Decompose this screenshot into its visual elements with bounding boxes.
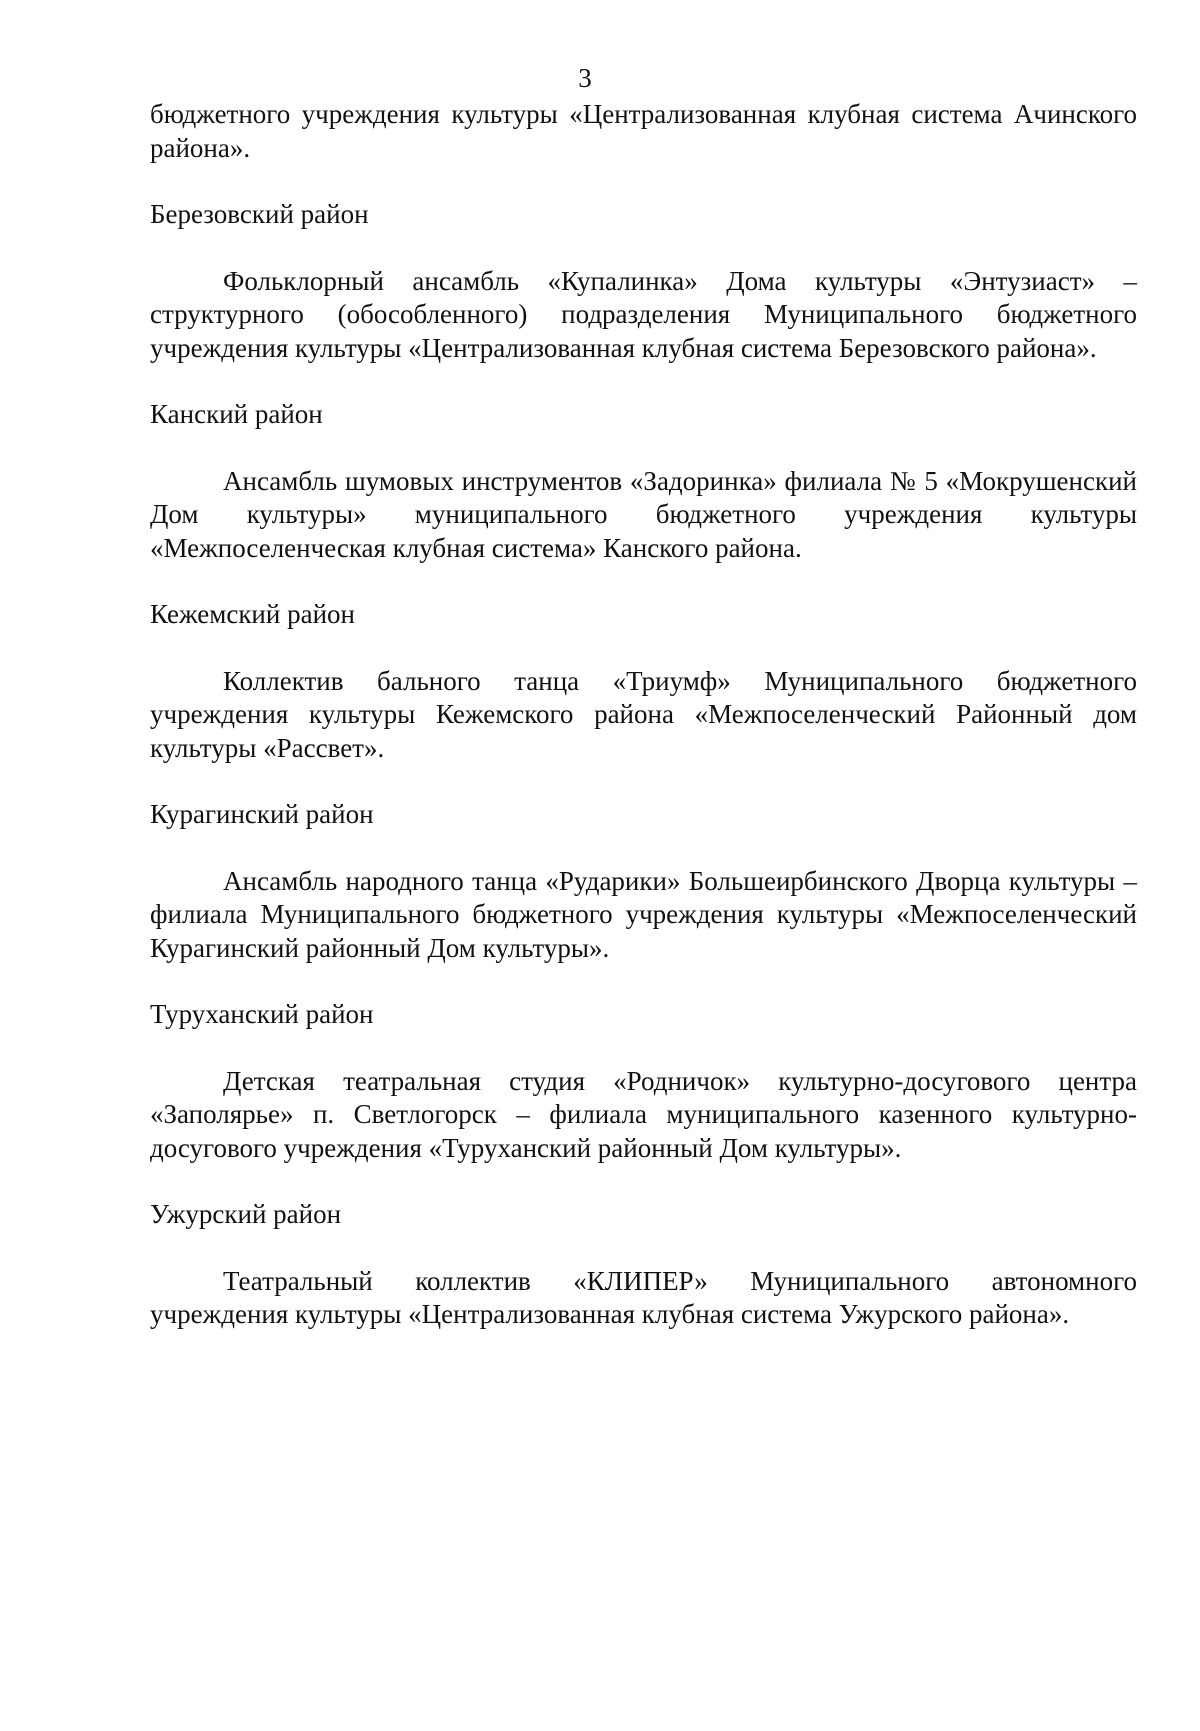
district-heading-kuraginsky: Курагинский район xyxy=(150,799,374,829)
paragraph-kansky: Ансамбль шумовых инструментов «Задоринка» филиала № 5 «Мокрушенский Дом культуры» муниципального бюджетного учреждения культуры «Межпоселенческая клубная система» Канского района. xyxy=(150,465,1137,563)
district-heading-uzhursky: Ужурский район xyxy=(150,1199,342,1229)
intro-paragraph: бюджетного учреждения культуры «Централизованная клубная система Ачинского района». xyxy=(150,99,1137,163)
district-heading-berezovsky: Березовский район xyxy=(150,199,369,229)
paragraph-uzhursky: Театральный коллектив «КЛИПЕР» Муниципального автономного учреждения культуры «Централизованная клубная система Ужурского района». xyxy=(150,1265,1137,1329)
page-number: 3 xyxy=(578,63,592,93)
district-heading-kezhemsky: Кежемский район xyxy=(150,599,355,629)
district-heading-kansky: Канский район xyxy=(150,399,323,429)
paragraph-turukhansky: Детская театральная студия «Родничок» культурно-досугового центра «Заполярье» п. Светлогорск – филиала муниципального казенного культурно-досугового учреждения «Туруханский районный Дом культуры». xyxy=(150,1065,1137,1163)
district-heading-turukhansky: Туруханский район xyxy=(150,999,374,1029)
document-body xyxy=(150,98,1137,1332)
paragraph-kezhemsky: Коллектив бального танца «Триумф» Муниципального бюджетного учреждения культуры Кежемского района «Межпоселенческий Районный дом культуры «Рассвет». xyxy=(150,665,1137,763)
paragraph-kuraginsky: Ансамбль народного танца «Рударики» Большеирбинского Дворца культуры – филиала Муниципального бюджетного учреждения культуры «Межпоселенческий Курагинский районный Дом культуры». xyxy=(150,865,1137,963)
paragraph-berezovsky: Фольклорный ансамбль «Купалинка» Дома культуры «Энтузиаст» – структурного (обособленного) подразделения Муниципального бюджетного учреждения культуры «Централизованная клубная система Березовского района». xyxy=(150,265,1137,363)
